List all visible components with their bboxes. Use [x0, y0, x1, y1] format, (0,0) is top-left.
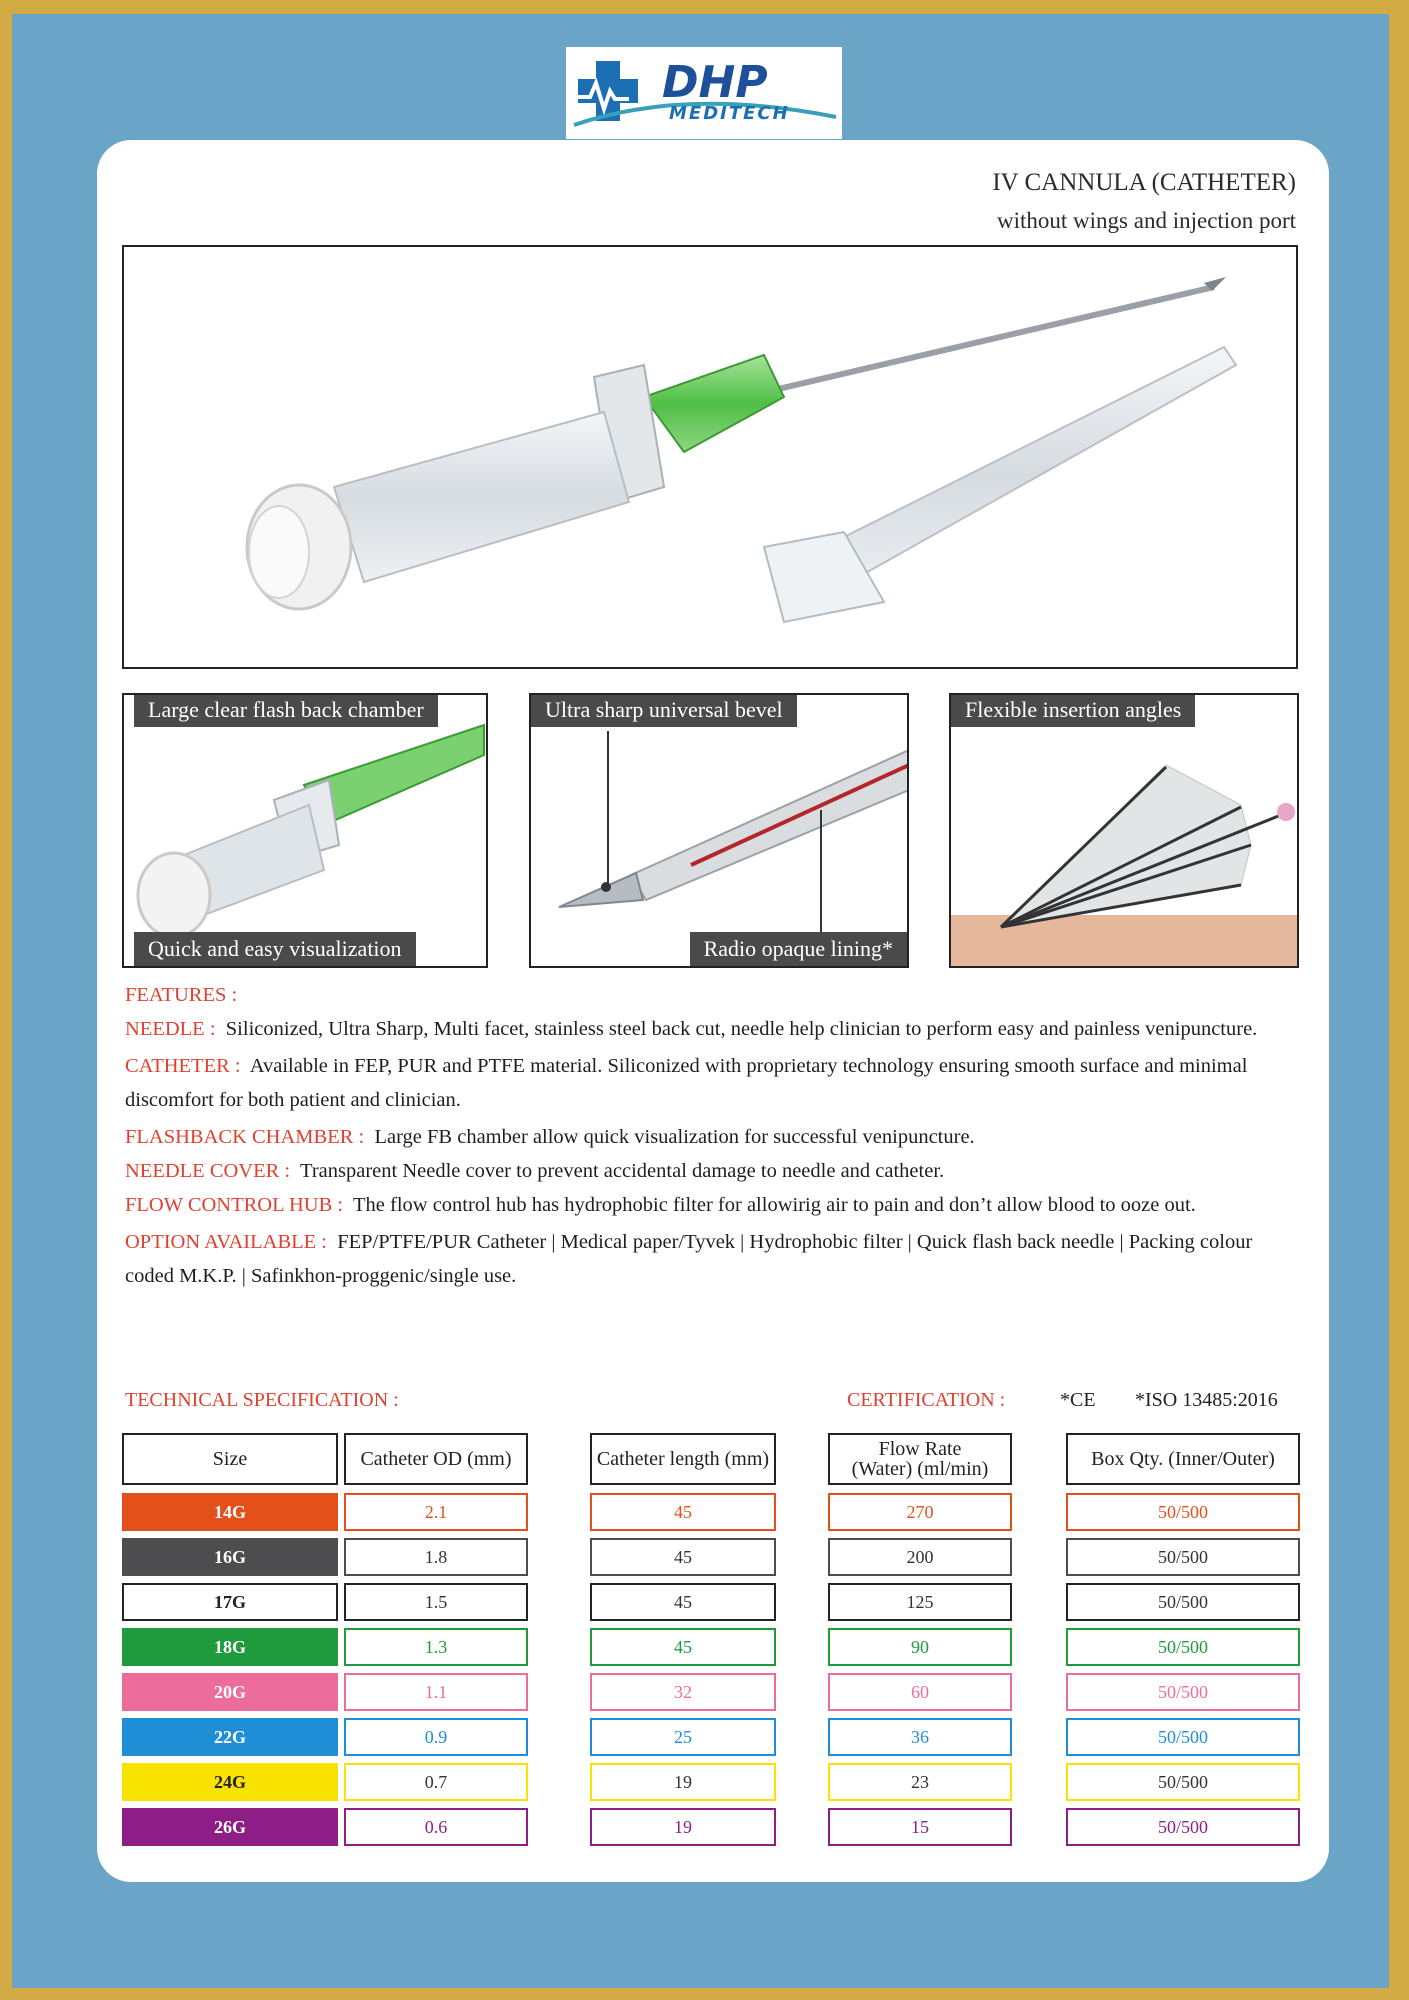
features-heading: FEATURES :: [125, 984, 238, 1006]
table-cell-flow-rate: 200: [828, 1538, 1012, 1576]
feature-needle: NEEDLE : Siliconized, Ultra Sharp, Multi facet, stainless steel back cut, needle help clinician to perform easy and painless venipuncture.: [125, 1018, 1258, 1040]
size-cell: 14G: [122, 1493, 338, 1531]
size-cell: 16G: [122, 1538, 338, 1576]
table-cell-catheter-length: 45: [590, 1538, 776, 1576]
table-cell-catheter-length: 25: [590, 1718, 776, 1756]
table-cell-catheter-od: 1.3: [344, 1628, 528, 1666]
table-cell-box-qty: 50/500: [1066, 1763, 1300, 1801]
table-cell-catheter-od: 0.9: [344, 1718, 528, 1756]
dhp-meditech-logo: [566, 47, 842, 139]
panel-1-bottom-caption: Quick and easy visualization: [134, 932, 416, 966]
product-card: [97, 140, 1329, 1882]
size-cell: 18G: [122, 1628, 338, 1666]
size-cell: 20G: [122, 1673, 338, 1711]
panel-flashback-chamber: [122, 693, 488, 968]
table-cell-catheter-length: 45: [590, 1583, 776, 1621]
product-title: IV CANNULA (CATHETER): [992, 169, 1296, 196]
feature-flow-control-hub: FLOW CONTROL HUB : The flow control hub has hydrophobic filter for allowirig air to pain and don’t allow blood to ooze out.: [125, 1194, 1196, 1216]
features-section: [125, 978, 1305, 1293]
cert-ce: *CE: [1060, 1389, 1096, 1411]
table-cell-catheter-length: 45: [590, 1493, 776, 1531]
panel-3-top-caption: Flexible insertion angles: [951, 693, 1195, 727]
table-cell-catheter-od: 2.1: [344, 1493, 528, 1531]
table-cell-flow-rate: 36: [828, 1718, 1012, 1756]
panel-universal-bevel: [529, 693, 909, 968]
feature-needle-cover: NEEDLE COVER : Transparent Needle cover to prevent accidental damage to needle and catheter.: [125, 1160, 945, 1182]
table-cell-catheter-length: 32: [590, 1673, 776, 1711]
table-cell-catheter-length: 19: [590, 1763, 776, 1801]
panel-insertion-angles: [949, 693, 1299, 968]
table-cell-box-qty: 50/500: [1066, 1493, 1300, 1531]
table-cell-flow-rate: 270: [828, 1493, 1012, 1531]
cert-iso: *ISO 13485:2016: [1135, 1389, 1278, 1411]
table-header-size: Size: [122, 1433, 338, 1485]
table-header-box-qty: Box Qty. (Inner/Outer): [1066, 1433, 1300, 1485]
size-cell: 17G: [122, 1583, 338, 1621]
panel-1-top-caption: Large clear flash back chamber: [134, 693, 438, 727]
table-header-catheter-od: Catheter OD (mm): [344, 1433, 528, 1485]
panel-2-bottom-caption: Radio opaque lining*: [690, 932, 907, 966]
tech-cert-row: [125, 1383, 1301, 1417]
product-title-block: [992, 164, 1296, 240]
table-cell-box-qty: 50/500: [1066, 1583, 1300, 1621]
certification-label: CERTIFICATION :: [847, 1389, 1006, 1411]
table-cell-box-qty: 50/500: [1066, 1808, 1300, 1846]
table-cell-catheter-od: 1.5: [344, 1583, 528, 1621]
table-header-flow-rate: Flow Rate (Water) (ml/min): [828, 1433, 1012, 1485]
table-cell-catheter-od: 1.8: [344, 1538, 528, 1576]
table-cell-box-qty: 50/500: [1066, 1673, 1300, 1711]
table-cell-box-qty: 50/500: [1066, 1718, 1300, 1756]
table-cell-flow-rate: 90: [828, 1628, 1012, 1666]
size-cell: 22G: [122, 1718, 338, 1756]
table-cell-box-qty: 50/500: [1066, 1538, 1300, 1576]
table-cell-flow-rate: 125: [828, 1583, 1012, 1621]
logo-text-dhp: DHP: [662, 57, 768, 108]
tech-spec-label: TECHNICAL SPECIFICATION :: [125, 1389, 399, 1411]
panel-2-top-caption: Ultra sharp universal bevel: [531, 693, 797, 727]
table-cell-catheter-length: 45: [590, 1628, 776, 1666]
feature-options: OPTION AVAILABLE : FEP/PTFE/PUR Catheter | Medical paper/Tyvek | Hydrophobic filter | Quick flash back needle | Packing colour coded M.K.P. | Safinkhon-proggenic/single use.: [125, 1231, 1253, 1287]
table-cell-catheter-od: 1.1: [344, 1673, 528, 1711]
logo-text-meditech: MEDITECH: [669, 103, 790, 124]
size-cell: 26G: [122, 1808, 338, 1846]
table-header-catheter-length: Catheter length (mm): [590, 1433, 776, 1485]
table-cell-flow-rate: 15: [828, 1808, 1012, 1846]
spec-table: [122, 1433, 1300, 1853]
feature-flashback-chamber: FLASHBACK CHAMBER : Large FB chamber allow quick visualization for successful venipuncture.: [125, 1126, 975, 1148]
table-cell-catheter-od: 0.6: [344, 1808, 528, 1846]
product-subtitle: without wings and injection port: [997, 208, 1296, 233]
table-cell-flow-rate: 23: [828, 1763, 1012, 1801]
table-cell-catheter-length: 19: [590, 1808, 776, 1846]
cannula-hero-image: [122, 245, 1298, 669]
feature-catheter: CATHETER : Available in FEP, PUR and PTFE material. Siliconized with proprietary technology ensuring smooth surface and minimal discomfort for both patient and clinician.: [125, 1055, 1248, 1111]
table-cell-flow-rate: 60: [828, 1673, 1012, 1711]
table-cell-catheter-od: 0.7: [344, 1763, 528, 1801]
table-cell-box-qty: 50/500: [1066, 1628, 1300, 1666]
size-cell: 24G: [122, 1763, 338, 1801]
